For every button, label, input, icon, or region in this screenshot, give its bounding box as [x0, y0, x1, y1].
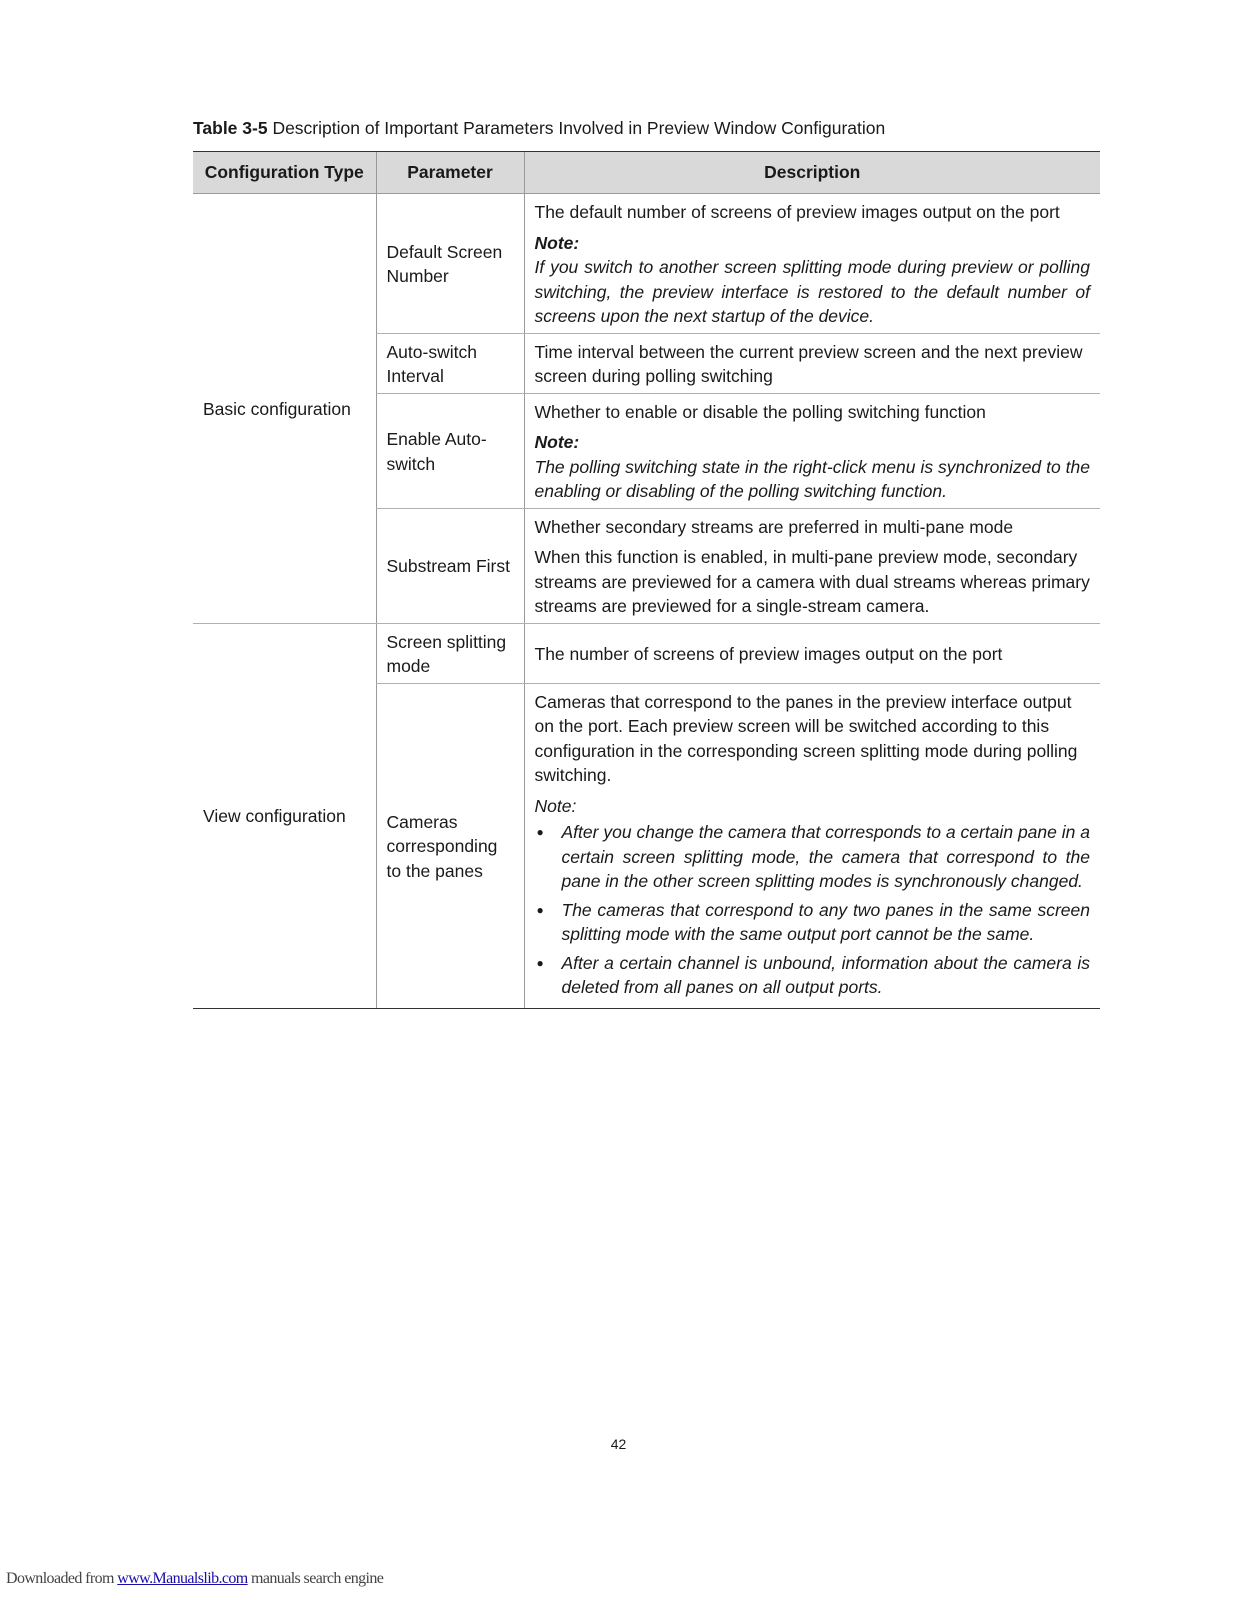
footer-link[interactable]: www.Manualslib.com [117, 1570, 248, 1587]
desc-text: Whether to enable or disable the polling switching function [534, 401, 986, 422]
note-label: Note: [534, 232, 580, 253]
desc-text-detail: When this function is enabled, in multi-pane preview mode, secondary streams are previewed for a camera with dual streams whereas primary streams are previewed for a single-stream camera. [534, 547, 1090, 616]
note-bullet-text: The cameras that correspond to any two panes in the same screen splitting mode with the same output port cannot be the same. [561, 899, 1090, 944]
bullet-dot-icon: ● [536, 955, 544, 970]
parameters-table [193, 151, 1100, 1009]
table-caption-text: Description of Important Parameters Involved in Preview Window Configuration [267, 118, 886, 138]
footer-suffix: manuals search engine [247, 1570, 384, 1587]
table-header-row [193, 152, 1100, 194]
footer-prefix: Downloaded from [6, 1570, 118, 1587]
param-cameras-panes: Cameras corresponding to the panes [376, 683, 524, 1008]
note-bullet-text: After a certain channel is unbound, information about the camera is deleted from all panes on all output ports. [561, 952, 1090, 997]
note-bullet-text: After you change the camera that corresponds to a certain pane in a certain screen splitting mode, the camera that correspond to the pane in the other screen splitting modes is synchronously changed. [561, 822, 1090, 891]
header-description: Description [524, 152, 1100, 194]
group-view-configuration: View configuration [193, 623, 376, 1008]
page-number: 42 [610, 1436, 627, 1452]
note-label: Note: [534, 432, 580, 452]
desc-substream-first [524, 508, 1100, 623]
note-text: If you switch to another screen splitting mode during preview or polling switching, the preview interface is restored to the default number of screens upon the next startup of the device. [534, 257, 1090, 326]
note-bullet [535, 951, 1091, 1000]
header-configuration-type: Configuration Type [193, 152, 376, 194]
table-row [193, 623, 1100, 683]
group-basic-configuration: Basic configuration [193, 194, 376, 624]
table-row [193, 194, 1100, 334]
desc-auto-switch-interval: Time interval between the current preview screen and the next preview screen during polling switching [524, 333, 1100, 393]
desc-cameras-panes [524, 683, 1100, 1008]
note-text: The polling switching state in the right-click menu is synchronized to the enabling or disabling of the polling switching function. [534, 456, 1090, 501]
desc-screen-splitting-mode: The number of screens of preview images output on the port [524, 623, 1100, 683]
note-bullet [535, 898, 1091, 947]
param-default-screen-number: Default Screen Number [376, 194, 524, 334]
param-substream-first: Substream First [376, 508, 524, 623]
desc-text: Cameras that correspond to the panes in the preview interface output on the port. Each preview screen will be switched according to this configuration in the corresponding screen splitting mode during polling switching. [534, 691, 1078, 785]
download-footer [6, 1570, 383, 1588]
desc-enable-auto-switch [524, 393, 1100, 508]
param-screen-splitting-mode: Screen splitting mode [376, 623, 524, 683]
bullet-dot-icon: ● [536, 825, 544, 839]
note-bullet-list [535, 820, 1091, 1000]
bullet-dot-icon: ● [536, 902, 544, 917]
table-caption-label: Table 3-5 [193, 118, 268, 138]
desc-text: The default number of screens of preview images output on the port [534, 202, 1060, 222]
param-auto-switch-interval: Auto-switch Interval [376, 333, 524, 393]
param-enable-auto-switch: Enable Auto-switch [376, 393, 524, 508]
note-bullet [535, 820, 1091, 894]
table-caption [193, 118, 885, 139]
header-parameter: Parameter [376, 152, 524, 194]
desc-text: Whether secondary streams are preferred in multi-pane mode [534, 516, 1014, 537]
note-label: Note: [534, 795, 577, 816]
desc-default-screen-number [524, 194, 1100, 334]
